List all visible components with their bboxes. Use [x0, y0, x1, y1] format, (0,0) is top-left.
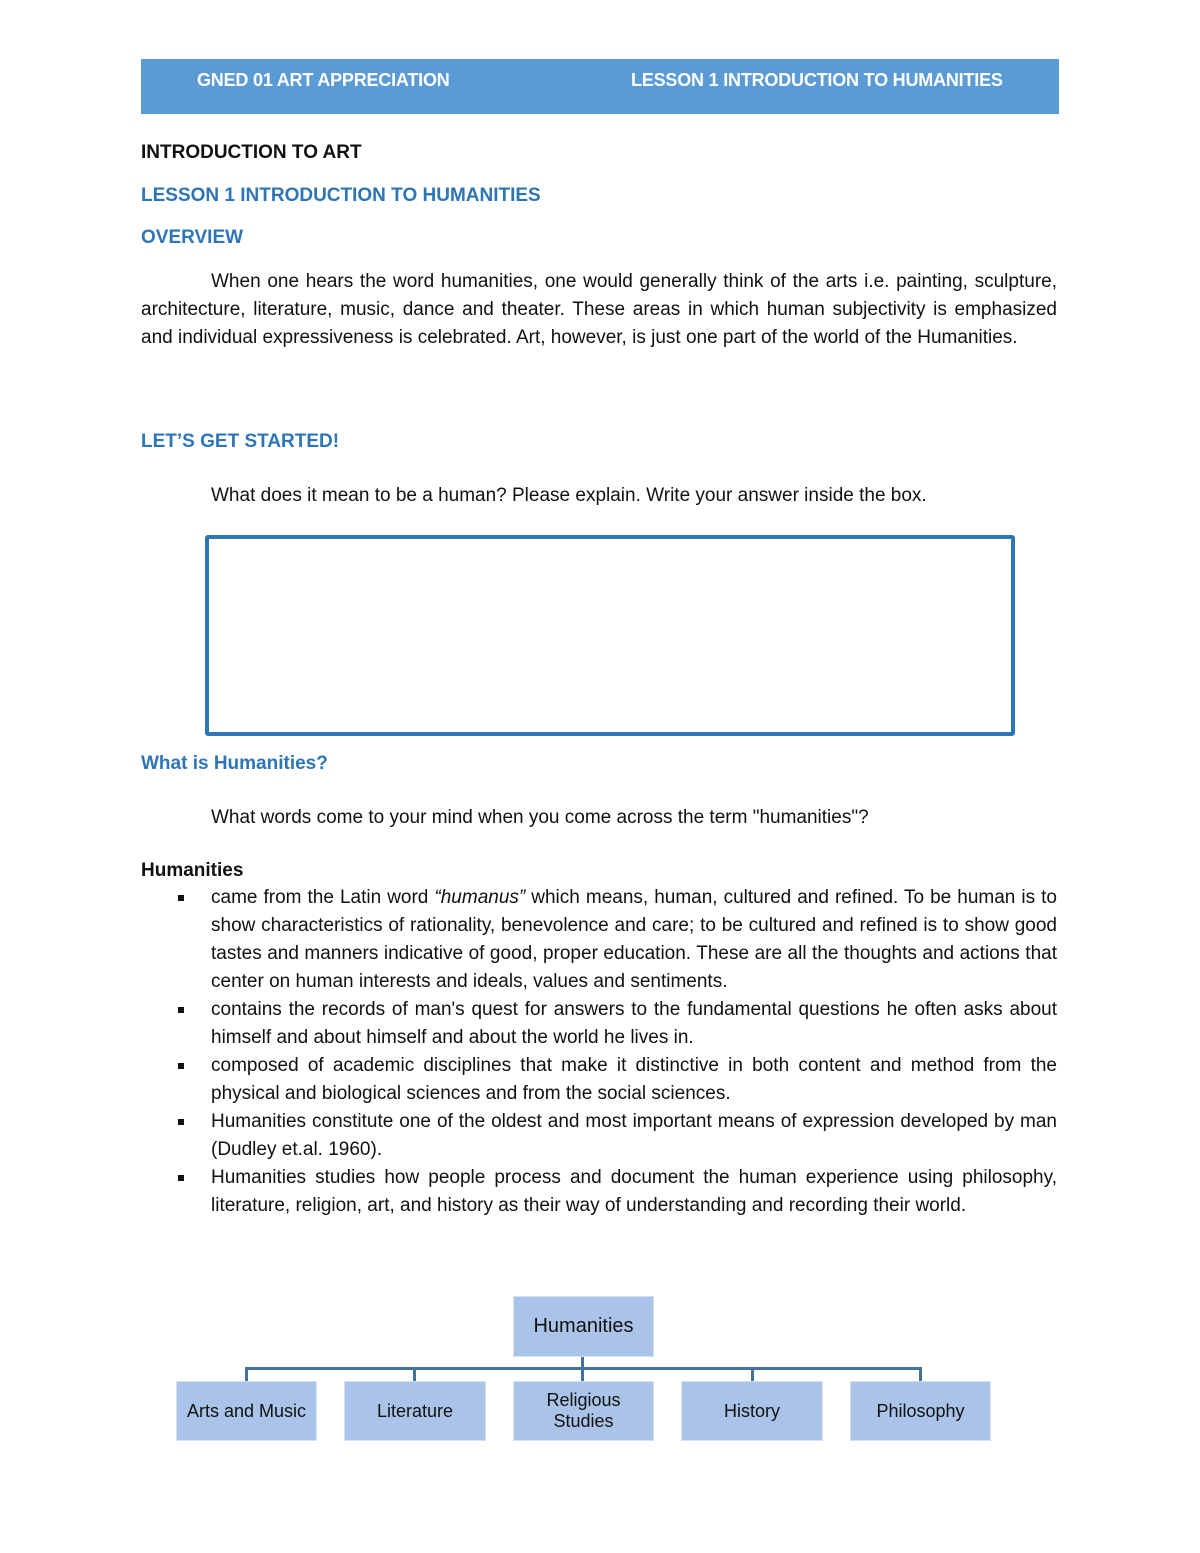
header-lesson-title: LESSON 1 INTRODUCTION TO HUMANITIES: [631, 70, 1003, 90]
diagram-node-religious-studies: Religious Studies: [513, 1381, 654, 1441]
diagram-node-history: History: [681, 1381, 823, 1441]
overview-paragraph: When one hears the word humanities, one would generally think of the arts i.e. painting, sculpture, architecture, literature, music, dance and theater. These areas in which human subjectivity is emphasized and individual expressiveness is celebrated. Art, however, is just one part of the world of the Humanities.: [141, 271, 1057, 348]
bullet-square-icon: [178, 1175, 184, 1181]
lets-get-started-heading: LET’S GET STARTED!: [141, 431, 340, 452]
list-item: [141, 1052, 1057, 1108]
bullet-square-icon: [178, 1007, 184, 1013]
diagram-node-philosophy: Philosophy: [850, 1381, 991, 1441]
bullet-text: Humanities studies how people process and document the human experience using philosophy, literature, religion, art, and history as their way of understanding and recording their world.: [211, 1167, 1057, 1216]
humanities-label: Humanities: [141, 860, 244, 881]
answer-box[interactable]: [205, 535, 1015, 736]
list-item: [141, 1164, 1057, 1220]
connector-root-down: [581, 1356, 584, 1369]
document-title: INTRODUCTION TO ART: [141, 142, 362, 163]
list-item: [141, 884, 1057, 996]
connector-child-2: [413, 1367, 416, 1382]
list-item: [141, 1108, 1057, 1164]
latin-term: “humanus”: [434, 887, 526, 908]
overview-heading: OVERVIEW: [141, 227, 244, 248]
connector-child-3: [581, 1367, 584, 1382]
bullet-text: composed of academic disciplines that make it distinctive in both content and method from the physical and biological sciences and from the social sciences.: [211, 1055, 1057, 1104]
connector-child-4: [751, 1367, 754, 1382]
bullet-square-icon: [178, 895, 184, 901]
diagram-node-arts-music: Arts and Music: [176, 1381, 317, 1441]
lesson-title: LESSON 1 INTRODUCTION TO HUMANITIES: [141, 185, 541, 206]
bullet-square-icon: [178, 1063, 184, 1069]
bullet-text: came from the Latin word: [211, 887, 435, 908]
header-course-title: GNED 01 ART APPRECIATION: [197, 70, 450, 90]
human-question-prompt: What does it mean to be a human? Please explain. Write your answer inside the box.: [211, 485, 927, 506]
connector-child-5: [919, 1367, 922, 1382]
diagram-node-literature: Literature: [344, 1381, 486, 1441]
bullet-square-icon: [178, 1119, 184, 1125]
diagram-root-node: Humanities: [513, 1296, 654, 1357]
list-item: [141, 996, 1057, 1052]
connector-child-1: [245, 1367, 248, 1382]
what-is-humanities-heading: What is Humanities?: [141, 753, 328, 774]
humanities-bullet-list: [141, 884, 1057, 1220]
bullet-text: Humanities constitute one of the oldest and most important means of expression developed by man (Dudley et.al. 1960).: [211, 1111, 1057, 1160]
connector-horizontal: [245, 1367, 922, 1370]
bullet-text: which means, human, cultured and refined. To be human is to show characteristics of rationality, benevolence and care; to be cultured and refined is to show good tastes and manners indicative of good, proper education. These are all the thoughts and actions that center on human interests and ideals, values and sentiments.: [211, 887, 1057, 992]
bullet-text: contains the records of man's quest for answers to the fundamental questions he often asks about himself and about himself and about the world he lives in.: [211, 999, 1057, 1048]
header-bar: [141, 59, 1059, 114]
humanities-words-prompt: What words come to your mind when you come across the term "humanities"?: [211, 807, 869, 828]
